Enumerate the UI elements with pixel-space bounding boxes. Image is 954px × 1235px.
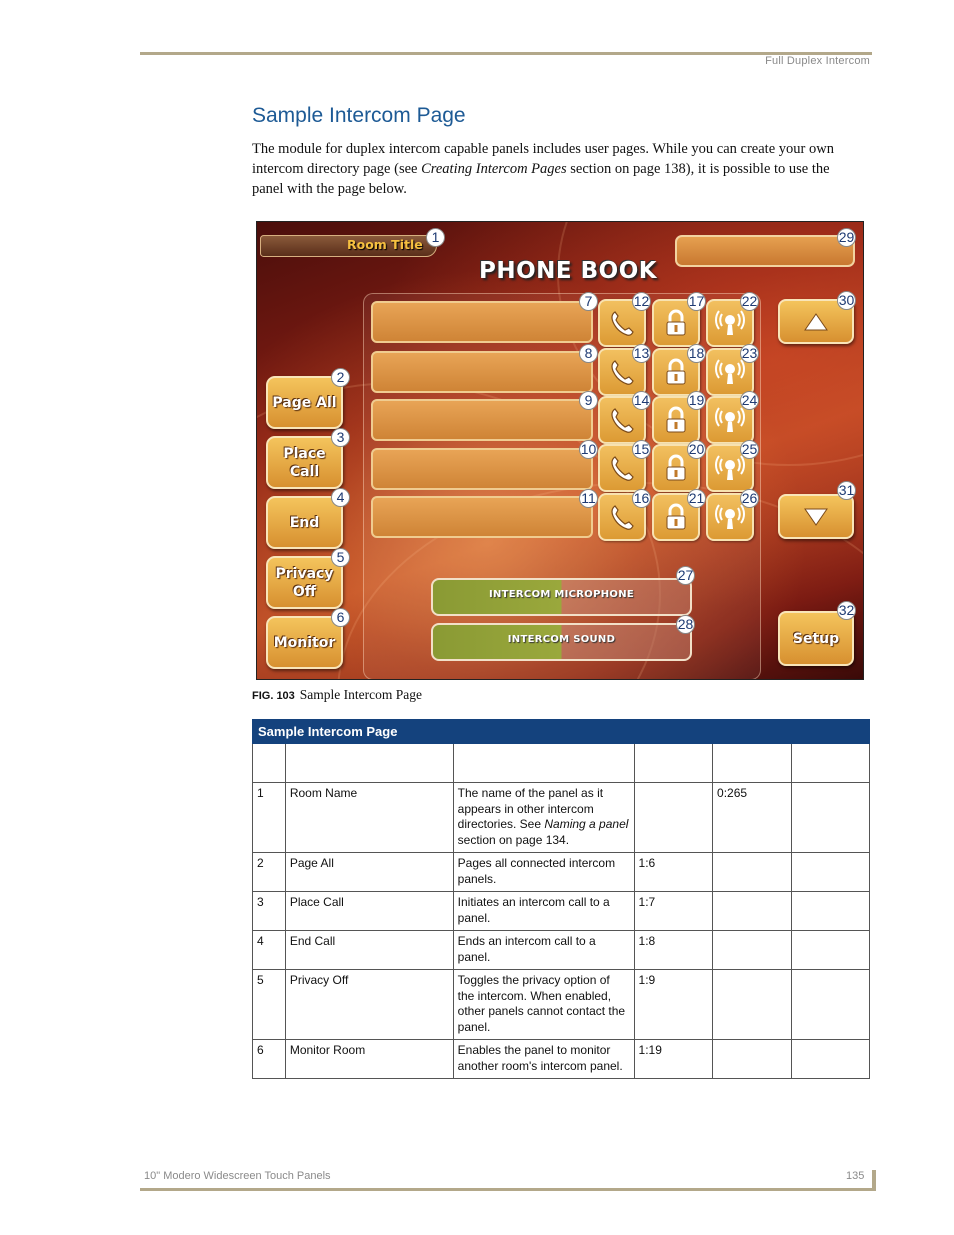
callout: 20 xyxy=(688,441,705,457)
phone-book-title: PHONE BOOK xyxy=(479,258,658,284)
table-cell: Monitor Room xyxy=(285,1040,453,1079)
callout: 29 xyxy=(838,229,855,245)
callout: 13 xyxy=(633,345,650,361)
phone-icon xyxy=(607,453,637,483)
table-cell: 1 xyxy=(253,783,286,853)
table-cell xyxy=(713,744,792,783)
table-cell xyxy=(713,931,792,970)
broadcast-icon xyxy=(715,405,745,435)
lock-icon xyxy=(661,308,691,338)
table-cell: 0:265 xyxy=(713,783,792,853)
directory-entry xyxy=(371,399,593,441)
callout: 25 xyxy=(741,441,758,457)
intercom-page-figure xyxy=(256,221,864,680)
callout: 11 xyxy=(579,489,598,508)
table-cell: 4 xyxy=(253,931,286,970)
table-cell: Page All xyxy=(285,853,453,892)
callout: 21 xyxy=(688,490,705,506)
callout: 26 xyxy=(741,490,758,506)
table-cell xyxy=(713,853,792,892)
table-cell xyxy=(713,892,792,931)
room-title: Room Title xyxy=(347,237,423,252)
desc-reference: Naming a panel xyxy=(544,817,629,831)
table-cell: 3 xyxy=(253,892,286,931)
table-cell: Place Call xyxy=(285,892,453,931)
intro-text-2: section on page 138), it is possible to use the panel with the page below. xyxy=(252,161,830,197)
callout: 15 xyxy=(633,441,650,457)
table-cell: Privacy Off xyxy=(285,970,453,1040)
callout: 18 xyxy=(688,345,705,361)
table-cell xyxy=(791,970,869,1040)
callout: 3 xyxy=(331,428,350,447)
table-row xyxy=(253,853,870,892)
phone-icon xyxy=(607,308,637,338)
table-row xyxy=(253,892,870,931)
intercom-table xyxy=(252,719,870,1079)
table-header-row xyxy=(253,744,870,783)
table-cell xyxy=(285,744,453,783)
table-cell: Toggles the privacy option of the intercom. When enabled, other panels cannot contact the panel. xyxy=(453,970,634,1040)
end-button: End xyxy=(266,496,343,549)
footer-rule xyxy=(140,1188,876,1191)
lock-icon xyxy=(661,405,691,435)
callout: 23 xyxy=(741,345,758,361)
table-cell: End Call xyxy=(285,931,453,970)
section-title: Sample Intercom Page xyxy=(252,104,466,127)
setup-label: Setup xyxy=(792,630,840,647)
microphone-bar-label: INTERCOM MICROPHONE xyxy=(488,589,635,600)
callout: 22 xyxy=(741,293,758,309)
scroll-down-button xyxy=(778,494,854,539)
table-cell xyxy=(634,783,713,853)
table-cell: 6 xyxy=(253,1040,286,1079)
table-cell xyxy=(713,1040,792,1079)
footer-accent xyxy=(872,1170,876,1191)
table-title: Sample Intercom Page xyxy=(253,720,870,744)
down-arrow-icon xyxy=(803,507,829,527)
figure-caption-text: Sample Intercom Page xyxy=(299,687,423,702)
table-cell: 1:7 xyxy=(634,892,713,931)
table-cell xyxy=(453,744,634,783)
callout: 2 xyxy=(331,368,350,387)
privacy-off-button: Privacy Off xyxy=(266,556,343,609)
table-cell: 1:6 xyxy=(634,853,713,892)
callout: 30 xyxy=(838,292,855,308)
callout: 8 xyxy=(579,344,598,363)
callout: 6 xyxy=(331,608,350,627)
intercom-sound-bar xyxy=(431,623,692,661)
up-arrow-icon xyxy=(803,312,829,332)
callout: 28 xyxy=(677,616,694,632)
broadcast-icon xyxy=(715,453,745,483)
directory-entry xyxy=(371,448,593,490)
table-cell: Room Name xyxy=(285,783,453,853)
lock-icon xyxy=(661,357,691,387)
intercom-microphone-bar xyxy=(431,578,692,616)
callout: 17 xyxy=(688,293,705,309)
table-cell: Enables the panel to monitor another room's intercom panel. xyxy=(453,1040,634,1079)
broadcast-icon xyxy=(715,502,745,532)
intro-paragraph xyxy=(252,139,852,199)
lock-icon xyxy=(661,502,691,532)
sound-bar-label: INTERCOM SOUND xyxy=(507,634,616,645)
callout: 32 xyxy=(838,602,855,618)
table-cell: 1:19 xyxy=(634,1040,713,1079)
page-number: 135 xyxy=(846,1170,865,1182)
table-cell: Initiates an intercom call to a panel. xyxy=(453,892,634,931)
callout: 7 xyxy=(579,292,598,311)
callout: 9 xyxy=(579,391,598,410)
table-cell xyxy=(791,892,869,931)
table-cell: 1:8 xyxy=(634,931,713,970)
table-cell: Ends an intercom call to a panel. xyxy=(453,931,634,970)
directory-entry xyxy=(371,301,593,343)
table-cell: Pages all connected intercom panels. xyxy=(453,853,634,892)
table-cell xyxy=(253,744,286,783)
callout: 16 xyxy=(633,490,650,506)
callout: 31 xyxy=(838,482,855,498)
table-cell xyxy=(634,744,713,783)
table-row xyxy=(253,1040,870,1079)
figure-caption xyxy=(252,687,422,703)
phone-icon xyxy=(607,405,637,435)
callout: 12 xyxy=(633,293,650,309)
callout: 14 xyxy=(633,392,650,408)
running-header: Full Duplex Intercom xyxy=(765,55,870,67)
desc-text: The name of the panel as it appears in other intercom directories. See xyxy=(457,786,604,831)
figure-label: FIG. 103 xyxy=(252,690,295,702)
room-name-field xyxy=(675,235,855,267)
monitor-button: Monitor xyxy=(266,616,343,669)
table-cell xyxy=(713,970,792,1040)
table-cell xyxy=(791,853,869,892)
table-cell xyxy=(791,783,869,853)
table-row xyxy=(253,970,870,1040)
table-cell: 1:9 xyxy=(634,970,713,1040)
page-all-button: Page All xyxy=(266,376,343,429)
table-cell xyxy=(791,1040,869,1079)
desc-text: section on page 134. xyxy=(457,832,570,847)
footer-product: 10" Modero Widescreen Touch Panels xyxy=(144,1170,331,1182)
callout: 4 xyxy=(331,488,350,507)
intro-reference: Creating Intercom Pages xyxy=(421,161,567,177)
callout: 10 xyxy=(580,441,597,457)
intro-text-1: The module for duplex intercom capable panels includes user pages. While you can create your own intercom directory page (see xyxy=(252,141,834,177)
callout: 24 xyxy=(741,392,758,408)
callout: 19 xyxy=(688,392,705,408)
phone-icon xyxy=(607,502,637,532)
header-rule xyxy=(140,52,872,55)
place-call-button: Place Call xyxy=(266,436,343,489)
directory-entry xyxy=(371,496,593,538)
table-cell xyxy=(791,931,869,970)
broadcast-icon xyxy=(715,357,745,387)
lock-icon xyxy=(661,453,691,483)
table-cell: 2 xyxy=(253,853,286,892)
callout: 1 xyxy=(426,228,445,247)
directory-entry xyxy=(371,351,593,393)
broadcast-icon xyxy=(715,308,745,338)
table-cell xyxy=(453,783,634,853)
table-cell xyxy=(791,744,869,783)
table-cell: 5 xyxy=(253,970,286,1040)
phone-icon xyxy=(607,357,637,387)
table-row xyxy=(253,931,870,970)
callout: 27 xyxy=(677,567,694,583)
table-row xyxy=(253,783,870,853)
callout: 5 xyxy=(331,548,350,567)
